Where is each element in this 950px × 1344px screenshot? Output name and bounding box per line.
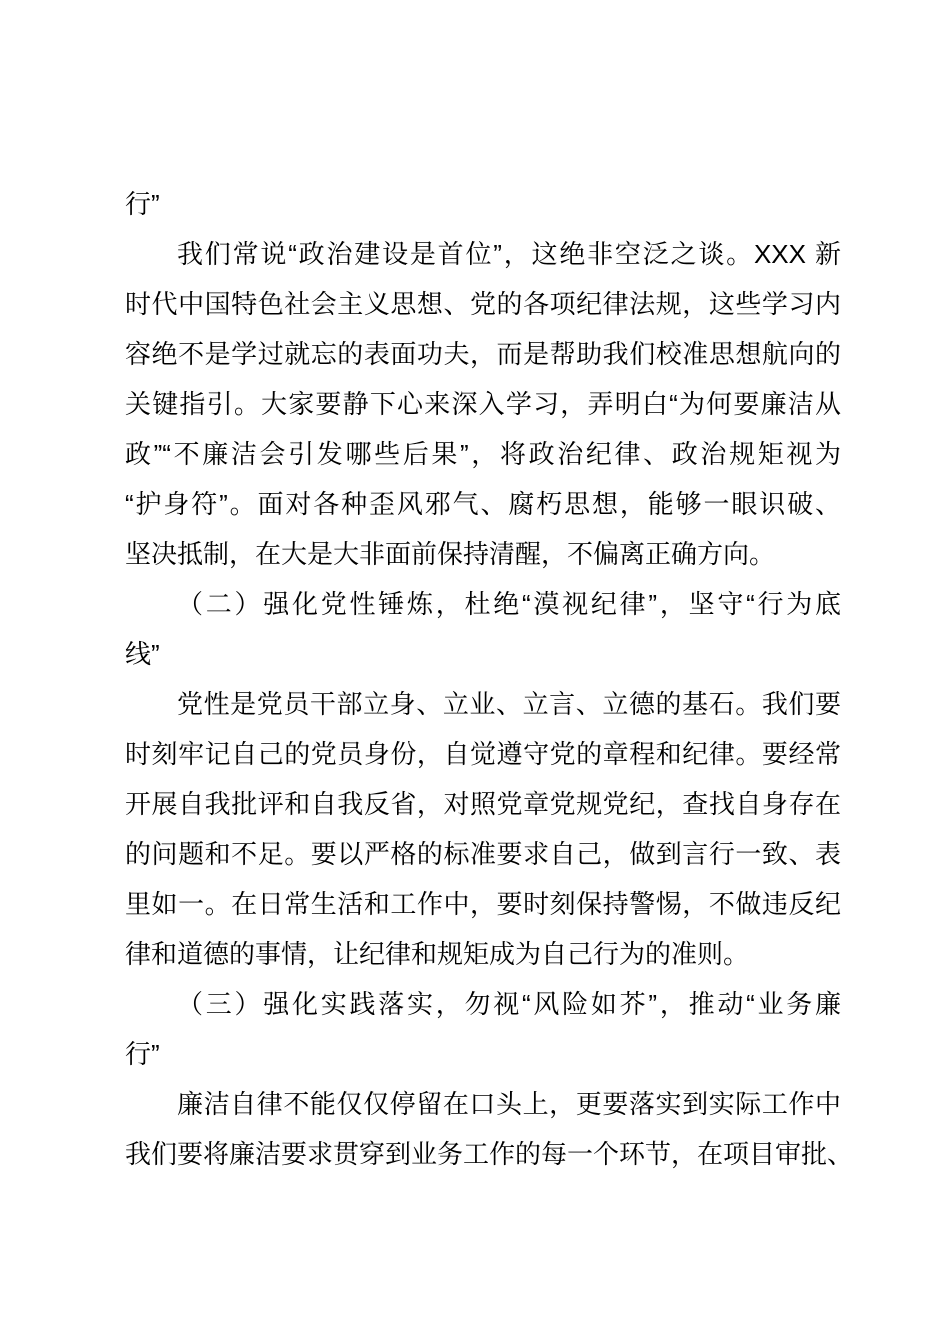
text-line: 政”“不廉洁会引发哪些后果”，将政治纪律、政治规矩视为 [125,439,841,469]
text-line: 律和道德的事情，让纪律和规矩成为自己行为的准则。 [125,939,750,969]
text-line: 行” [125,189,160,219]
text-line: 坚决抵制，在大是大非面前保持清醒，不偏离正确方向。 [125,539,776,569]
paragraph [125,679,841,979]
text-line: 时代中国特色社会主义思想、党的各项纪律法规，这些学习内 [125,289,841,319]
text-line: “护身符”。面对各种歪风邪气、腐朽思想，能够一眼识破、 [125,489,841,519]
paragraph [125,1079,854,1179]
text-line: 廉洁自律不能仅仅停留在口头上，更要落实到实际工作中 [177,1089,841,1119]
text-line: 的问题和不足。要以严格的标准要求自己，做到言行一致、表 [125,839,841,869]
text-line: 关键指引。大家要静下心来深入学习，弄明白“为何要廉洁从 [125,389,841,419]
text-line: 线” [125,639,160,669]
text-line: 我们常说“政治建设是首位”，这绝非空泛之谈。XXX 新 [177,239,841,269]
text-line: 行” [125,1039,160,1069]
text-line: 时刻牢记自己的党员身份，自觉遵守党的章程和纪律。要经常 [125,739,841,769]
text-line: 容绝不是学过就忘的表面功夫，而是帮助我们校准思想航向的 [125,339,841,369]
paragraph [125,229,841,579]
section-heading [125,979,841,1079]
text-line: （二）强化党性锤炼，杜绝“漠视纪律”，坚守“行为底 [177,589,841,619]
section-heading [125,579,841,679]
text-line: （三）强化实践落实，勿视“风险如芥”，推动“业务廉 [177,989,841,1019]
document-body [125,179,854,1179]
text-line: 我们要将廉洁要求贯穿到业务工作的每一个环节，在项目审批、 [125,1139,854,1169]
heading-continuation [125,179,841,229]
text-line: 党性是党员干部立身、立业、立言、立德的基石。我们要 [177,689,841,719]
text-line: 里如一。在日常生活和工作中，要时刻保持警惕，不做违反纪 [125,889,841,919]
text-line: 开展自我批评和自我反省，对照党章党规党纪，查找自身存在 [125,789,841,819]
